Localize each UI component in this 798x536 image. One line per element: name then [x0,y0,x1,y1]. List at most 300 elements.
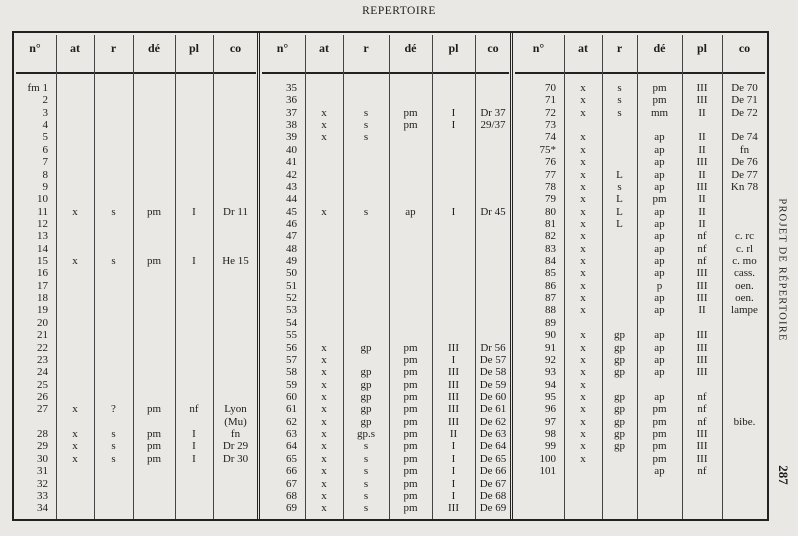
cell-num: 35 [286,82,297,94]
cell-num: 16 [37,267,48,280]
cell-num: 31 [37,465,48,478]
cell-de: pm [403,341,418,354]
cell-at: x [321,131,327,144]
cell-at: x [580,94,586,107]
cell-co: lampe [731,304,758,317]
cell-at: x [321,353,327,366]
column-header-num: n° [532,41,545,55]
cell-num: 73 [545,119,556,132]
cell-de: ap [654,267,665,280]
cell-pl: I [451,489,456,502]
cell-pl: I [192,452,196,465]
cell-pl: III [696,329,708,342]
cell-num: 38 [286,119,297,132]
header-rule [515,72,765,74]
cell-num: 26 [37,391,48,403]
cell-pl: I [451,205,456,218]
cell-de: pm [652,403,667,416]
cell-at: x [580,415,586,428]
cell-at: x [580,353,586,366]
cell-at: x [580,267,586,280]
cell-de: ap [654,391,665,403]
cell-de: pm [403,353,418,366]
cell-de: pm [652,428,667,441]
column-header-at: at [319,41,329,55]
cell-num: 19 [37,304,48,317]
cell-de: ap [654,156,665,169]
cell-num: 42 [286,168,297,181]
cell-de: ap [654,366,665,379]
cell-co: bibe. [733,415,756,428]
cell-num: 97 [545,415,556,428]
cell-pl: III [696,279,708,292]
cell-r: L [616,217,623,230]
cell-num: 4 [42,119,48,132]
cell-num: 86 [545,279,556,292]
cell-de: ap [654,353,665,366]
cell-de: pm [652,440,667,453]
cell-de: ap [654,230,665,243]
cell-de: pm [652,82,667,94]
cell-pl: nf [697,242,707,255]
cell-num: 93 [545,366,556,379]
cell-r: s [363,477,369,490]
cell-pl: I [192,428,196,441]
column-header-co: co [487,41,499,55]
cell-de: pm [403,502,418,515]
page-title: REPERTOIRE [362,5,436,17]
cell-at: x [321,502,327,515]
cell-r: gp [614,428,625,441]
cell-num: 55 [286,329,297,342]
cell-num: 69 [286,502,297,515]
cell-pl: I [451,440,456,453]
cell-pl: III [448,403,459,416]
column-header-co: co [229,41,242,55]
cell-pl: II [698,143,706,156]
cell-de: pm [403,428,418,441]
cell-pl: II [698,131,706,144]
cell-num: 81 [545,217,556,230]
cell-pl: nf [697,415,707,428]
cell-num: 11 [37,205,48,218]
cell-de: ap [654,341,665,354]
cell-num: 33 [37,489,48,502]
cell-at: x [580,378,586,391]
cell-r: gp [614,391,625,403]
cell-de: pm [146,452,162,465]
cell-num: 83 [545,242,556,255]
cell-num: 84 [545,255,556,268]
cell-num: 61 [286,403,297,416]
cell-co: Kn 78 [730,180,759,193]
cell-de: pm [403,366,418,379]
cell-num: 49 [286,255,297,268]
cell-num: 56 [286,341,297,354]
cell-num: 6 [42,143,48,156]
cell-co: (Mu) [224,415,247,428]
cell-num: 37 [286,106,297,119]
cell-pl: II [698,304,706,317]
cell-num: 40 [286,143,297,156]
cell-pl: I [451,119,456,132]
cell-de: pm [403,119,418,132]
cell-de: pm [146,403,162,416]
cell-pl: nf [697,391,707,403]
cell-at: x [321,428,327,441]
cell-de: p [656,279,663,292]
cell-co: oen. [735,292,754,305]
cell-num: 2 [42,94,48,107]
cell-at: x [580,279,586,292]
cell-num: 44 [286,193,297,206]
cell-de: ap [654,205,665,218]
cell-at: x [580,304,586,317]
cell-num: 75* [539,143,556,156]
cell-r: gp [360,341,372,354]
cell-de: mm [650,106,669,119]
cell-r: s [111,428,116,441]
cell-de: ap [654,217,665,230]
cell-pl: III [448,415,459,428]
column-header-de: dé [404,41,417,55]
cell-co: Dr 11 [223,205,248,218]
cell-num: 74 [545,131,556,144]
cell-r: s [363,205,369,218]
cell-at: x [580,217,586,230]
cell-pl: III [696,180,708,193]
cell-r: gp [614,341,625,354]
cell-num: 92 [545,353,556,366]
cell-num: 13 [37,230,48,243]
cell-num: 96 [545,403,556,416]
side-label: PROJET DE RÉPERTOIRE [776,198,788,342]
cell-num: 67 [286,477,297,490]
cell-at: x [580,168,586,181]
cell-co: fn [739,143,750,156]
cell-at: x [72,205,78,218]
cell-num: 87 [545,292,556,305]
cell-num: 34 [37,502,48,515]
cell-r: s [363,489,369,502]
cell-r: s [617,94,622,107]
cell-num: 41 [286,156,297,169]
column-header-pl: pl [696,41,707,55]
cell-r: L [616,205,623,218]
cell-at: x [580,452,586,465]
cell-num: 59 [286,378,297,391]
header-rule [16,72,256,74]
cell-num: 76 [545,156,556,169]
cell-r: s [363,502,369,515]
cell-pl: III [696,267,708,280]
cell-pl: III [448,378,459,391]
cell-de: ap [654,304,665,317]
cell-num: 54 [286,316,297,329]
cell-num: 8 [42,168,48,181]
cell-pl: I [192,205,196,218]
cell-co: De 72 [731,106,758,119]
cell-at: x [580,230,586,243]
column-header-de: dé [653,41,666,55]
cell-at: x [72,428,78,441]
cell-num: 14 [37,242,48,255]
cell-num: 53 [286,304,297,317]
cell-pl: II [698,168,706,181]
cell-co: c. mo [732,255,757,268]
cell-at: x [321,415,327,428]
cell-r: gp [360,403,372,416]
cell-num: 95 [545,391,556,403]
cell-pl: III [696,94,708,107]
cell-de: ap [654,255,665,268]
repertoire-table [12,31,769,521]
cell-num: 22 [37,341,48,354]
cell-de: pm [652,94,667,107]
page-number: 287 [776,465,791,485]
cell-r: gp [614,366,625,379]
cell-num: 57 [286,353,297,366]
column-header-co: co [738,41,751,55]
cell-pl: I [192,440,196,453]
cell-de: pm [403,465,418,478]
cell-co: De 70 [731,82,758,94]
cell-at: x [580,131,586,144]
cell-r: gp [614,353,625,366]
cell-at: x [580,292,586,305]
cell-num: 20 [37,316,48,329]
cell-co: De 74 [731,131,758,144]
cell-de: ap [654,180,665,193]
cell-co: Dr 45 [480,205,506,218]
cell-pl: III [696,452,708,465]
column-header-r: r [616,41,623,55]
cell-co: De 64 [479,440,507,453]
cell-co: De 61 [479,403,507,416]
cell-at: x [321,391,327,403]
cell-r: s [363,440,369,453]
cell-r: gp [614,403,625,416]
cell-r: s [111,205,116,218]
cell-num: 70 [545,82,556,94]
cell-r: L [616,193,623,206]
cell-num: 91 [545,341,556,354]
column-header-pl: pl [448,41,459,55]
cell-co: 29/37 [480,119,506,132]
cell-co: Lyon [224,403,247,416]
cell-co: De 77 [731,168,758,181]
cell-de: ap [654,465,665,478]
cell-num: 66 [286,465,297,478]
cell-num: 43 [286,180,297,193]
cell-co: De 66 [479,465,507,478]
cell-pl: I [451,465,456,478]
column-header-de: dé [148,41,160,55]
cell-co: De 63 [479,428,507,441]
cell-de: pm [403,452,418,465]
column-header-num: n° [29,41,41,55]
cell-at: x [580,193,586,206]
cell-pl: II [698,193,706,206]
cell-pl: nf [697,403,707,416]
cell-num: fm 1 [27,82,48,94]
cell-pl: III [696,366,708,379]
cell-num: 78 [545,180,556,193]
cell-pl: I [451,477,456,490]
cell-at: x [321,403,327,416]
cell-pl: III [696,156,708,169]
cell-de: ap [654,329,665,342]
cell-num: 27 [37,403,48,416]
cell-num: 51 [286,279,297,292]
cell-r: s [363,452,369,465]
column-header-r: r [363,41,369,55]
cell-num: 62 [286,415,297,428]
cell-de: pm [403,391,418,403]
cell-de: pm [403,403,418,416]
cell-at: x [580,329,586,342]
cell-de: pm [403,415,418,428]
cell-r: gp [360,378,372,391]
cell-at: x [580,391,586,403]
cell-num: 23 [37,353,48,366]
cell-at: x [580,366,586,379]
cell-co: De 62 [479,415,507,428]
cell-num: 29 [37,440,48,453]
cell-at: x [580,143,586,156]
cell-at: x [580,403,586,416]
cell-at: x [321,440,327,453]
cell-pl: III [448,502,459,515]
cell-at: x [321,378,327,391]
cell-at: x [580,440,586,453]
cell-r: gp [614,440,625,453]
cell-at: x [321,489,327,502]
cell-num: 30 [37,452,48,465]
cell-r: s [111,452,116,465]
cell-at: x [580,106,586,119]
column-header-r: r [110,41,117,55]
cell-de: pm [146,205,162,218]
cell-num: 101 [539,465,556,478]
cell-num: 50 [286,267,297,280]
cell-pl: III [696,341,708,354]
cell-pl: III [696,353,708,366]
cell-co: De 67 [479,477,507,490]
cell-de: pm [652,415,667,428]
cell-r: gp [360,415,372,428]
cell-r: s [617,180,622,193]
cell-at: x [72,403,78,416]
cell-de: pm [403,440,418,453]
cell-co: De 57 [479,353,507,366]
column-header-at: at [578,41,588,55]
cell-r: gp [360,391,372,403]
cell-co: cass. [733,267,756,280]
cell-at: x [321,119,327,132]
cell-num: 99 [545,440,556,453]
cell-at: x [580,242,586,255]
cell-de: pm [146,440,162,453]
cell-r: gp.s [356,428,376,441]
cell-co: De 58 [479,366,507,379]
cell-r: s [617,82,622,94]
cell-r: gp [614,415,625,428]
cell-num: 58 [286,366,297,379]
cell-num: 28 [37,428,48,441]
cell-num: 17 [37,279,48,292]
cell-num: 46 [286,217,297,230]
cell-num: 77 [545,168,556,181]
cell-at: x [321,465,327,478]
cell-co: De 71 [731,94,758,107]
cell-r: ? [111,403,116,416]
cell-num: 3 [42,106,48,119]
cell-pl: nf [697,255,707,268]
cell-num: 48 [286,242,297,255]
cell-de: pm [146,255,162,268]
cell-num: 71 [545,94,556,107]
cell-pl: III [448,391,459,403]
cell-co: Dr 30 [222,452,249,465]
cell-co: De 59 [479,378,507,391]
cell-r: L [616,168,623,181]
cell-at: x [321,452,327,465]
cell-num: 39 [286,131,297,144]
cell-num: 60 [286,391,297,403]
cell-at: x [321,366,327,379]
cell-at: x [580,180,586,193]
cell-co: De 76 [731,156,758,169]
cell-pl: I [451,452,456,465]
cell-r: s [363,465,369,478]
cell-pl: III [696,82,708,94]
cell-num: 10 [37,193,48,206]
cell-co: De 69 [479,502,507,515]
cell-r: gp [614,329,625,342]
cell-at: x [580,341,586,354]
cell-de: ap [405,205,416,218]
cell-num: 18 [37,292,48,305]
cell-pl: II [698,106,706,119]
column-header-pl: pl [188,41,199,55]
cell-de: pm [403,489,418,502]
cell-at: x [72,440,78,453]
cell-de: ap [654,292,665,305]
column-header-at: at [70,41,80,55]
cell-r: s [363,131,369,144]
cell-at: x [321,477,327,490]
cell-num: 15 [37,255,48,268]
cell-at: x [72,452,78,465]
cell-pl: I [451,353,456,366]
cell-num: 36 [286,94,297,107]
cell-co: c. rc [735,230,754,243]
cell-at: x [580,205,586,218]
cell-num: 94 [545,378,556,391]
cell-pl: I [192,255,196,268]
cell-num: 52 [286,292,297,305]
cell-r: s [617,106,622,119]
cell-r: s [111,440,116,453]
cell-num: 21 [37,329,48,342]
cell-num: 45 [286,205,297,218]
cell-pl: II [698,217,706,230]
cell-num: 68 [286,489,297,502]
cell-pl: III [448,366,459,379]
cell-num: 64 [286,440,297,453]
cell-pl: II [698,205,706,218]
